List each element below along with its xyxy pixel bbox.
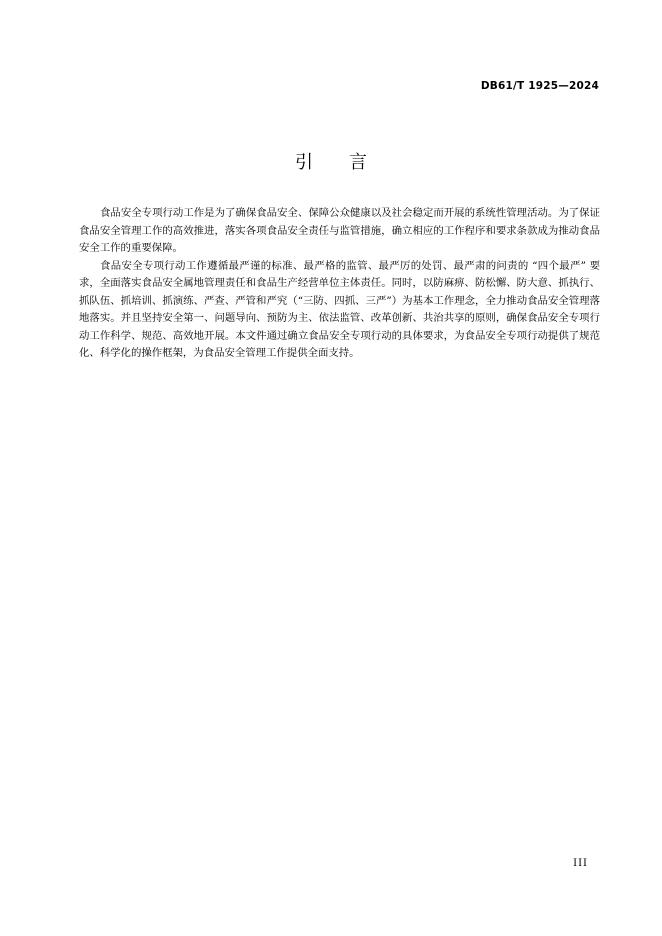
page-title: 引言 [295,152,403,173]
paragraph: 食品安全专项行动工作遵循最严谨的标准、最严格的监管、最严厉的处罚、最严肃的问责的 “四个最严” 要求，全面落实食品安全属地管理责任和食品生产经营单位主体责任。同时，以防麻痹、防松懈、防大意、抓执行、抓队伍、抓培训、抓演练、严查、严管和严究（“三防、四抓、三严”）为基本工作理念，全力推动食品安全管理落地落实。并且坚持安全第一、问题导向、预防为主、依法监管、改革创新、共治共享的原则，确保食品安全专项行动工作科学、规范、高效地开展。本文件通过确立食品安全专项行动的具体要求，为食品安全专项行动提供了规范化、科学化的操作框架，为食品安全管理工作提供全面支持。 [79,259,600,359]
standard-code: DB61/T 1925—2024 [480,80,599,92]
introduction-body [79,205,600,363]
page-number: III [573,858,588,869]
paragraph: 食品安全专项行动工作是为了确保食品安全、保障公众健康以及社会稳定而开展的系统性管理活动。为了保证食品安全管理工作的高效推进，落实各项食品安全责任与监管措施，确立相应的工作程序和要求条款成为推动食品安全工作的重要保障。 [79,207,600,254]
